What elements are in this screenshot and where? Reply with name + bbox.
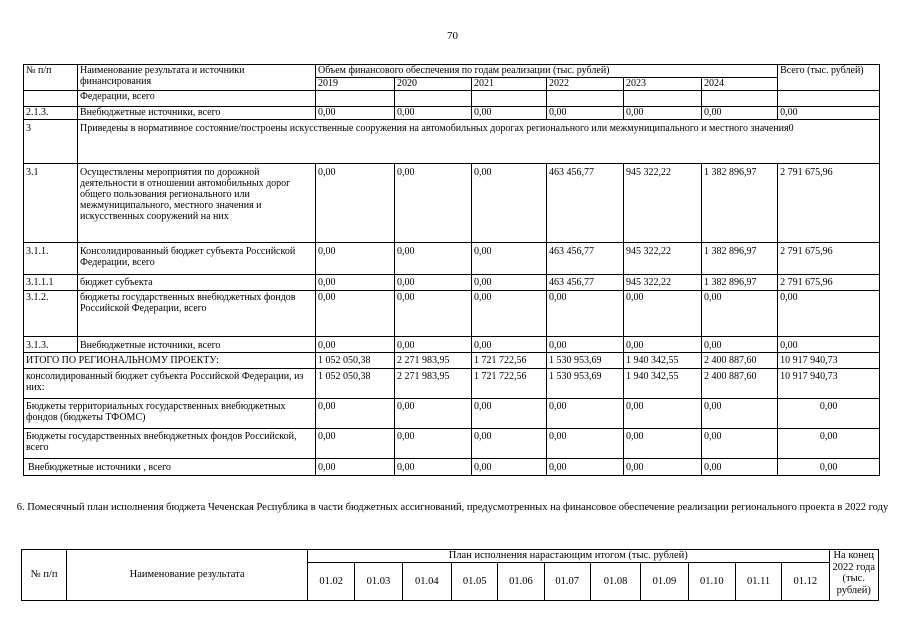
- row-value: 0,00: [316, 337, 395, 353]
- row-value: 0,00: [316, 275, 395, 291]
- row-value: 0,00: [316, 291, 395, 337]
- row-value: 1 382 896,97: [702, 164, 778, 243]
- row-value: 0,00: [702, 429, 778, 459]
- table-row: [24, 164, 880, 243]
- row-value: 0,00: [624, 399, 702, 429]
- row-total: 0,00: [778, 429, 880, 459]
- table-header-row: [24, 65, 880, 78]
- row-value: 0,00: [472, 337, 547, 353]
- row-name: Бюджеты государственных внебюджетных фондов Российской, всего: [24, 429, 316, 459]
- row-value: 0,00: [316, 107, 395, 120]
- row-value: 0,00: [547, 459, 624, 476]
- row-name: бюджет субъекта: [78, 275, 316, 291]
- table-section-row: [24, 120, 880, 164]
- row-name: ИТОГО ПО РЕГИОНАЛЬНОМУ ПРОЕКТУ:: [24, 353, 316, 369]
- row-total: 10 917 940,73: [778, 369, 880, 399]
- row-value: 0,00: [316, 429, 395, 459]
- row-value: 0,00: [472, 399, 547, 429]
- plan-month: 01.10: [688, 563, 735, 601]
- row-value: [472, 91, 547, 107]
- row-value: 1 530 953,69: [547, 353, 624, 369]
- row-value: 0,00: [547, 337, 624, 353]
- row-value: 0,00: [547, 107, 624, 120]
- row-value: 463 456,77: [547, 164, 624, 243]
- row-value: 0,00: [395, 337, 472, 353]
- row-value: 0,00: [472, 275, 547, 291]
- row-value: 0,00: [316, 164, 395, 243]
- row-value: 2 400 887,60: [702, 353, 778, 369]
- row-value: 0,00: [624, 291, 702, 337]
- row-value: 0,00: [702, 107, 778, 120]
- plan-month: 01.04: [402, 563, 451, 601]
- plan-month: 01.03: [355, 563, 402, 601]
- row-value: 0,00: [702, 399, 778, 429]
- row-name: консолидированный бюджет субъекта Российской Федерации, из них:: [24, 369, 316, 399]
- row-value: 945 322,22: [624, 164, 702, 243]
- row-value: 0,00: [547, 399, 624, 429]
- row-value: 0,00: [395, 164, 472, 243]
- row-name: Внебюджетные источники , всего: [24, 459, 316, 476]
- financing-table: [23, 64, 880, 476]
- row-value: 1 382 896,97: [702, 275, 778, 291]
- table-row: [24, 459, 880, 476]
- header-total: Всего (тыс. рублей): [778, 65, 880, 91]
- header-year: 2021: [472, 78, 547, 91]
- row-num: 3.1.2.: [24, 291, 78, 337]
- row-value: 0,00: [472, 243, 547, 275]
- row-value: 0,00: [472, 429, 547, 459]
- row-num: 3: [24, 120, 78, 164]
- row-value: 1 940 342,55: [624, 353, 702, 369]
- row-total: 0,00: [778, 399, 880, 429]
- header-year: 2024: [702, 78, 778, 91]
- row-value: 0,00: [472, 164, 547, 243]
- row-value: 1 530 953,69: [547, 369, 624, 399]
- row-num: 3.1.1.: [24, 243, 78, 275]
- row-total: 0,00: [778, 459, 880, 476]
- header-year: 2019: [316, 78, 395, 91]
- plan-month: 01.07: [544, 563, 590, 601]
- table-row: [24, 91, 880, 107]
- table-row: [24, 429, 880, 459]
- row-value: 0,00: [395, 399, 472, 429]
- table-row: [24, 243, 880, 275]
- header-funding-group: Объем финансового обеспечения по годам реализации (тыс. рублей): [316, 65, 778, 78]
- row-value: 0,00: [395, 459, 472, 476]
- row-value: 1 382 896,97: [702, 243, 778, 275]
- plan-header-row: [22, 550, 879, 563]
- row-value: 2 271 983,95: [395, 369, 472, 399]
- table-row: [24, 399, 880, 429]
- row-value: 0,00: [702, 459, 778, 476]
- row-num: 3.1: [24, 164, 78, 243]
- row-total: 10 917 940,73: [778, 353, 880, 369]
- monthly-plan-table: [21, 549, 879, 601]
- table-total-row: [24, 353, 880, 369]
- row-value: [316, 91, 395, 107]
- row-num: 2.1.3.: [24, 107, 78, 120]
- plan-header-year-end: На конец 2022 года (тыс. рублей): [829, 550, 878, 601]
- row-value: 0,00: [624, 459, 702, 476]
- row-value: 2 400 887,60: [702, 369, 778, 399]
- row-total: [778, 91, 880, 107]
- header-name: Наименование результата и источники финансирования: [78, 65, 316, 91]
- table-row: [24, 369, 880, 399]
- row-value: 0,00: [395, 275, 472, 291]
- table-row: [24, 337, 880, 353]
- row-value: 0,00: [472, 107, 547, 120]
- row-num: [24, 91, 78, 107]
- section-6-title: 6. Помесячный план исполнения бюджета Чеченская Республика в части бюджетных ассигнований, предусмотренных на финансовое обеспечение реализации регионального проекта в 2022 году: [16, 502, 889, 513]
- row-value: 1 721 722,56: [472, 369, 547, 399]
- header-year: 2022: [547, 78, 624, 91]
- row-total: 2 791 675,96: [778, 164, 880, 243]
- row-value: 463 456,77: [547, 243, 624, 275]
- plan-month: 01.05: [452, 563, 498, 601]
- row-name: бюджеты государственных внебюджетных фондов Российской Федерации, всего: [78, 291, 316, 337]
- row-value: 0,00: [702, 337, 778, 353]
- row-total: 0,00: [778, 107, 880, 120]
- row-value: [624, 91, 702, 107]
- plan-month: 01.09: [641, 563, 688, 601]
- row-total: 0,00: [778, 291, 880, 337]
- row-total: 0,00: [778, 337, 880, 353]
- row-value: 0,00: [624, 429, 702, 459]
- row-value: 0,00: [624, 337, 702, 353]
- plan-month: 01.06: [498, 563, 544, 601]
- row-total: 2 791 675,96: [778, 275, 880, 291]
- plan-month: 01.11: [735, 563, 781, 601]
- row-name: Внебюджетные источники, всего: [78, 107, 316, 120]
- row-value: 945 322,22: [624, 243, 702, 275]
- header-year: 2023: [624, 78, 702, 91]
- row-value: 2 271 983,95: [395, 353, 472, 369]
- row-value: 1 052 050,38: [316, 369, 395, 399]
- row-value: 1 721 722,56: [472, 353, 547, 369]
- plan-month: 01.12: [782, 563, 829, 601]
- plan-header-group: План исполнения нарастающим итогом (тыс. рублей): [308, 550, 830, 563]
- row-value: [395, 91, 472, 107]
- row-value: 0,00: [316, 243, 395, 275]
- page-number: 70: [447, 30, 458, 42]
- table-row: [24, 291, 880, 337]
- row-value: 0,00: [547, 429, 624, 459]
- plan-header-num: № п/п: [22, 550, 67, 601]
- row-value: 0,00: [395, 429, 472, 459]
- row-total: 2 791 675,96: [778, 243, 880, 275]
- row-name: Федерации, всего: [78, 91, 316, 107]
- row-value: 0,00: [316, 399, 395, 429]
- section-title-cell: Приведены в нормативное состояние/построены искусственные сооружения на автомобильных дорогах регионального или межмуниципального и местного значения0: [78, 120, 880, 164]
- row-value: 463 456,77: [547, 275, 624, 291]
- row-value: 0,00: [702, 291, 778, 337]
- row-value: 945 322,22: [624, 275, 702, 291]
- row-name: Внебюджетные источники, всего: [78, 337, 316, 353]
- row-value: 0,00: [472, 459, 547, 476]
- table-row: [24, 275, 880, 291]
- header-year: 2020: [395, 78, 472, 91]
- row-value: 0,00: [395, 107, 472, 120]
- row-name: Консолидированный бюджет субъекта Российской Федерации, всего: [78, 243, 316, 275]
- row-value: [547, 91, 624, 107]
- row-num: 3.1.1.1: [24, 275, 78, 291]
- plan-month: 01.02: [308, 563, 355, 601]
- row-name: Осуществлены мероприятия по дорожной деятельности в отношении автомобильных дорог общего пользования регионального или межмуниципального, местного значения и искусственных сооружений на них: [78, 164, 316, 243]
- row-value: 0,00: [316, 459, 395, 476]
- plan-header-name: Наименование результата: [67, 550, 308, 601]
- row-value: 0,00: [547, 291, 624, 337]
- row-value: 0,00: [395, 291, 472, 337]
- row-value: 0,00: [472, 291, 547, 337]
- table-row: [24, 107, 880, 120]
- row-value: 0,00: [624, 107, 702, 120]
- row-value: 1 052 050,38: [316, 353, 395, 369]
- row-value: [702, 91, 778, 107]
- plan-month: 01.08: [590, 563, 640, 601]
- row-value: 1 940 342,55: [624, 369, 702, 399]
- row-value: 0,00: [395, 243, 472, 275]
- header-num: № п/п: [24, 65, 78, 91]
- row-name: Бюджеты территориальных государственных внебюджетных фондов (бюджеты ТФОМС): [24, 399, 316, 429]
- row-num: 3.1.3.: [24, 337, 78, 353]
